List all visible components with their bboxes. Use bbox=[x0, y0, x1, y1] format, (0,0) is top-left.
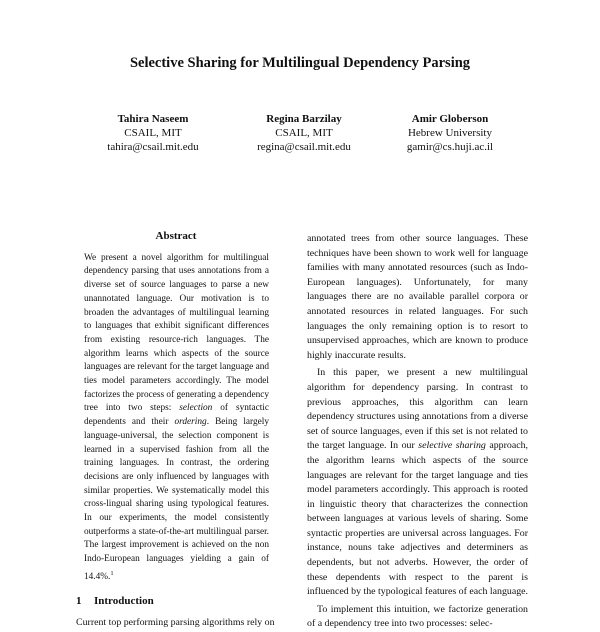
abstract-text: of syntactic dependents and their bbox=[84, 403, 269, 428]
abstract-emphasis: selection bbox=[179, 403, 213, 414]
abstract-heading: Abstract bbox=[155, 230, 197, 242]
body-text: In this paper, we present a new multilingual algorithm for dependency parsing. In contrast to previous approaches, this algorithm can learn dependency structures using annotations from a diverse set of source languages, even if this set is not related to the target language. In our bbox=[307, 367, 528, 452]
paper-title: Selective Sharing for Multilingual Dependency Parsing bbox=[129, 55, 471, 71]
author-email[interactable]: tahira@csail.mit.edu bbox=[107, 141, 199, 153]
footnote-marker[interactable]: 1 bbox=[110, 569, 114, 577]
author-name: Tahira Naseem bbox=[117, 113, 189, 125]
body-emphasis: selective sharing bbox=[418, 440, 486, 452]
body-paragraph bbox=[307, 366, 528, 600]
body-paragraph: annotated trees from other source languages. These techniques have been shown to work well for language families with many annotated resources (such as Indo-European languages). Unfortunately, for many languages there are no available parallel corpora or annotated resources in related languages. For such languages the only remaining option is to resort to unsupervised approaches, which are known to produce highly inaccurate results. bbox=[307, 233, 528, 361]
abstract-text: . Being largely language-universal, the selection component is learned in a supervised fashion from all the training languages. In contrast, the ordering decisions are only influenced by languages with similar properties. We systematically model this cross-lingual sharing using typological features. In our experiments, the model consistently outperforms a state-of-the-art multilingual parser. The largest improvement is achieved on the non Indo-European languages yielding a gain of 14.4%. bbox=[84, 417, 269, 582]
author-name: Regina Barzilay bbox=[266, 113, 342, 125]
author-affiliation: CSAIL, MIT bbox=[124, 127, 182, 139]
abstract-text: We present a novel algorithm for multilingual dependency parsing that uses annotations from a diverse set of source languages to parse a new unannotated language. Our motivation is to broaden the advantages of multilingual learning to languages that exhibit significant differences from existing resource-rich languages. The algorithm learns which aspects of the source languages are relevant for the target language and ties model parameters accordingly. The model factorizes the process of generating a dependency tree into two steps: bbox=[84, 252, 269, 414]
body-text: approach, the algorithm learns which aspects of the source languages are relevant for the target language and ties model parameters accordingly. This approach is rooted in linguistic theory that characterizes the connection between languages at various levels of sharing. Some syntactic properties are universal across languages. For instance, nouns take adjectives and determiners as dependents, but not adverbs. However, the order of these dependents with respect to the parent is influenced by the typological features of each language. bbox=[307, 440, 529, 598]
author-email[interactable]: gamir@cs.huji.ac.il bbox=[406, 141, 494, 153]
left-column bbox=[76, 230, 276, 631]
body-paragraph: To implement this intuition, we factorize generation of a dependency tree into two processes: selec- bbox=[307, 603, 528, 630]
section-title: Introduction bbox=[94, 594, 154, 607]
author-name: Amir Globerson bbox=[411, 113, 489, 125]
abstract-body bbox=[76, 252, 276, 585]
author-block bbox=[68, 112, 238, 154]
author-email[interactable]: regina@csail.mit.edu bbox=[257, 141, 351, 153]
section-number: 1 bbox=[76, 594, 82, 607]
right-column bbox=[307, 232, 528, 632]
author-block bbox=[219, 112, 389, 154]
section-heading bbox=[76, 595, 276, 609]
abstract-emphasis: ordering bbox=[174, 417, 207, 428]
author-affiliation: Hebrew University bbox=[407, 127, 492, 139]
intro-paragraph: Current top performing parsing algorithms rely on bbox=[76, 617, 275, 629]
author-affiliation: CSAIL, MIT bbox=[275, 127, 333, 139]
author-block bbox=[365, 112, 535, 154]
